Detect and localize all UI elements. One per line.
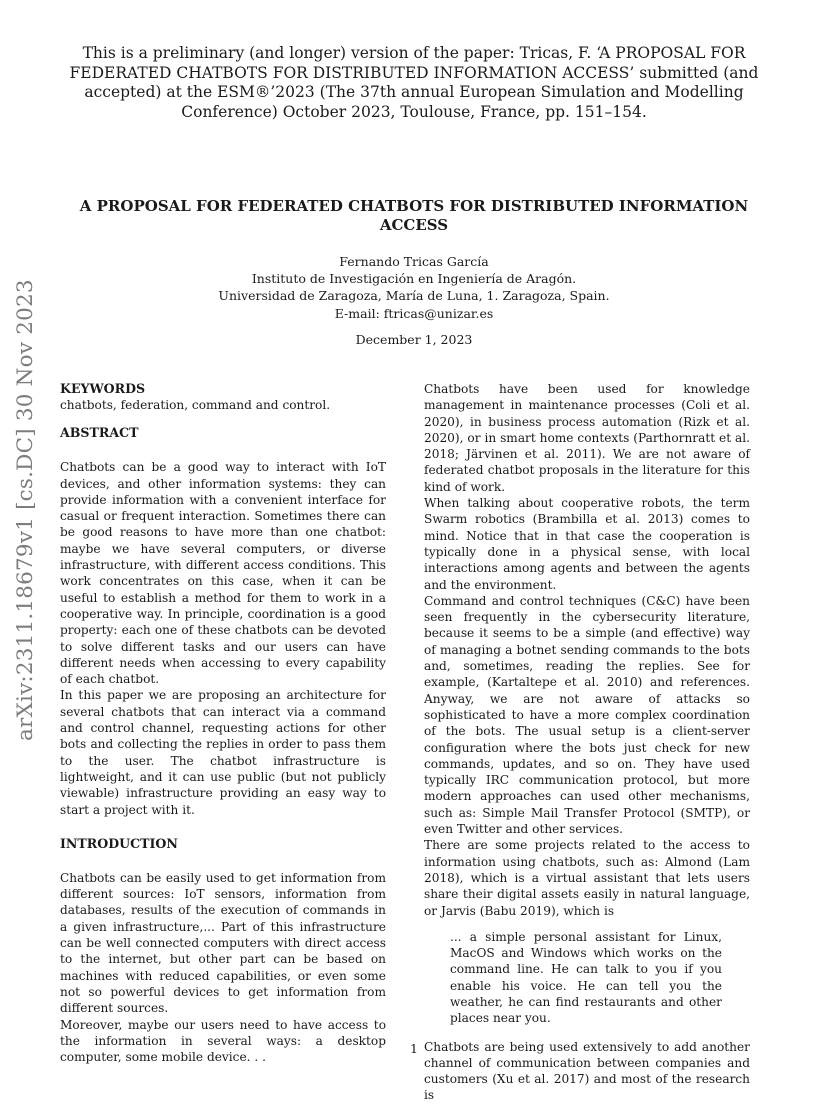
abstract-paragraph-2: In this paper we are proposing an architecture for several chatbots that can interact via a command and control channel, requesting actions for other bots and collecting the replies in order to pass them to the user. The chatbot infrastructure is lightweight, and it can use public (but not publicly viewable) infrastructure providing an easy way to start a project with it.	[60, 688, 386, 817]
introduction-heading: INTRODUCTION	[60, 835, 178, 851]
author-university: Universidad de Zaragoza, María de Luna, 1. Zaragoza, Spain.	[218, 288, 610, 304]
keywords-heading: KEYWORDS	[60, 381, 146, 396]
intro-paragraph-2: Moreover, maybe our users need to have access to the information in several ways: a desktop computer, some mobile device. . .	[60, 1017, 386, 1065]
abstract-paragraph-1: Chatbots can be a good way to interact with IoT devices, and other information systems: they can provide information with a convenient interface for casual or frequent interaction. Sometimes there can be good reasons to have more than one chatbot: maybe we have several computers, or diverse infrastructure, with different access conditions. This work concentrates on this case, when it can be useful to establish a method for them to work in a cooperative way. In principle, coordination is a good property: each one of these chatbots can be devoted to solve different tasks and our users can have different needs when accessing to every capability of each chatbot.	[60, 460, 386, 687]
author-email: E-mail: ftricas@unizar.es	[334, 305, 494, 321]
right-paragraph-2: When talking about cooperative robots, the term Swarm robotics (Brambilla et al. 2013) comes to mind. Notice that in that case the cooperation is typically done in a physical sense, with local interactions among agents and between the agents and the environment.	[424, 496, 750, 592]
right-paragraph-5: Chatbots are being used extensively to add another channel of communication between companies and customers (Xu et al. 2017) and most of the research is	[424, 1039, 750, 1103]
preface-note: This is a preliminary (and longer) version of the paper: Tricas, F. ‘A PROPOSAL FOR FEDERATED CHATBOTS FOR DISTRIBUTED INFORMATION ACCESS’ submitted (and accepted) at the ESM®’2023 (The 37th annual European Simulation and Modelling Conference) October 2023, Toulouse, France, pp. 151–154.	[69, 44, 759, 121]
right-column	[424, 381, 750, 1104]
keywords-text: chatbots, federation, command and control.	[60, 398, 331, 412]
arxiv-identifier: arXiv:2311.18679v1 [cs.DC] 30 Nov 2023	[13, 279, 38, 741]
right-paragraph-1: Chatbots have been used for knowledge management in maintenance processes (Coli et al. 2020), in business process automation (Rizk et al. 2020), or in smart home contexts (Parthornratt et al. 2018; Järvinen et al. 2011). We are not aware of federated chatbot proposals in the literature for this kind of work.	[424, 382, 750, 494]
jarvis-quote: ... a simple personal assistant for Linux, MacOS and Windows which works on the command line. He can talk to you if you enable his voice. He can tell you the weather, he can find restaurants and other places near you.	[450, 929, 722, 1026]
paper-title: A PROPOSAL FOR FEDERATED CHATBOTS FOR DISTRIBUTED INFORMATION ACCESS	[79, 197, 749, 234]
abstract-heading: ABSTRACT	[60, 425, 139, 441]
right-paragraph-4: There are some projects related to the access to information using chatbots, such as: Almond (Lam 2018), which is a virtual assistant that lets users share their digital assets easily in natural language, or Jarvis (Babu 2019), which is	[424, 838, 750, 918]
author-institute: Instituto de Investigación en Ingeniería de Aragón.	[251, 271, 577, 287]
page-number: 1	[410, 1041, 418, 1056]
paper-date: December 1, 2023	[355, 332, 473, 347]
author-name: Fernando Tricas García	[339, 254, 489, 269]
intro-paragraph-1: Chatbots can be easily used to get information from different sources: IoT sensors, information from databases, results of the execution of commands in a given infrastructure,... Part of this infrastructure can be well connected computers with direct access to the internet, but other part can be based on machines with reduced capabilities, or even some not so powerful devices to get information from different sources.	[60, 870, 386, 1016]
author-block	[100, 253, 728, 322]
left-column	[60, 381, 386, 1065]
right-paragraph-3: Command and control techniques (C&C) have been seen frequently in the cybersecurity literature, because it seems to be a simple (and effective) way of managing a botnet sending commands to the bots and, sometimes, reading the replies. See for example, (Kartaltepe et al. 2010) and references. Anyway, we are not aware of attacks so sophisticated to have a more complex coordination of the bots. The usual setup is a client-server configuration where the bots just check for new commands, updates, and so on. They have used typically IRC communication protocol, but more modern approaches can used other mechanisms, such as: Simple Mail Transfer Protocol (SMTP), or even Twitter and other services.	[424, 593, 750, 837]
